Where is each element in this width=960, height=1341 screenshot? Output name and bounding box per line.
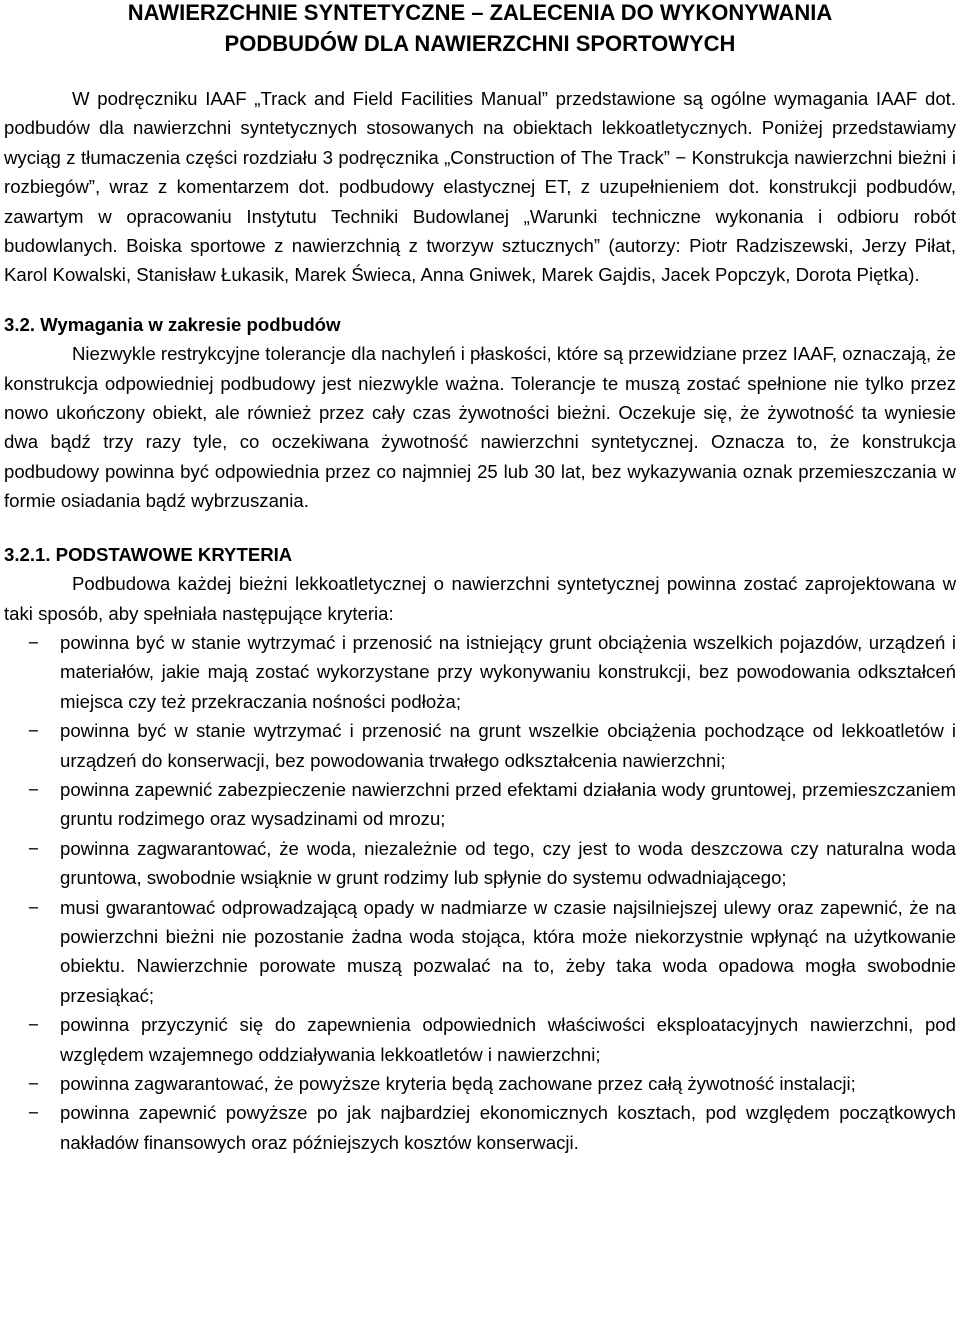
title-line-1: NAWIERZCHNIE SYNTETYCZNE – ZALECENIA DO WYKONYWANIA (127, 0, 833, 25)
list-item (4, 834, 956, 893)
list-item-text: powinna zapewnić powyższe po jak najbardziej ekonomicznych kosztach, pod względem początkowych nakładów finansowych oraz późniejszych kosztów konserwacji. (60, 1102, 956, 1153)
dash-bullet: − (28, 720, 39, 742)
intro-paragraph: W podręczniku IAAF „Track and Field Facilities Manual” przedstawione są ogólne wymagania IAAF dot. podbudów dla nawierzchni syntetycznych stosowanych na obiektach lekkoatletycznych. Poniżej przedstawiamy wyciąg z tłumaczenia części rozdziału 3 podręcznika „Construction of The Track” − Konstrukcja nawierzchni bieżni i rozbiegów”, wraz z komentarzem dot. podbudowy elastycznej ET, z uzupełnieniem dot. konstrukcji podbudów, zawartym w opracowaniu Instytutu Techniki Budowlanej „Warunki techniczne wykonania i odbioru robót budowlanych. Boiska sportowe z nawierzchnią z tworzyw sztucznych” (autorzy: Piotr Radziszewski, Jerzy Piłat, Karol Kowalski, Stanisław Łukasik, Marek Świeca, Anna Gniwek, Marek Gajdis, Jacek Popczyk, Dorota Piętka). (4, 88, 956, 286)
list-item-text: powinna być w stanie wytrzymać i przenosić na istniejący grunt obciążenia wszelkich pojazdów, urządzeń i materiałów, jakie mają zostać wykorzystane przy wykonywaniu konstrukcji, bez powodowania odkształceń miejsca czy też przekraczania nośności podłoża; (60, 631, 956, 712)
dash-bullet: − (28, 778, 39, 800)
list-item-text: musi gwarantować odprowadzającą opady w nadmiarze w czasie najsilniejszej ulewy oraz zapewnić, że na powierzchni bieżni nie pozostanie żadna woda stojąca, która może niekorzystnie wpłynąć na użytkowanie obiektu. Nawierzchnie porowate muszą pozwalać na to, żeby taka woda opadowa mogła swobodnie przesiąkać; (60, 896, 956, 1006)
title-line-2: PODBUDÓW DLA NAWIERZCHNI SPORTOWYCH (224, 31, 736, 56)
dash-bullet: − (28, 1102, 39, 1124)
list-item (4, 716, 956, 775)
list-item (4, 775, 956, 834)
document-page (4, 0, 956, 1157)
list-item (4, 1069, 956, 1098)
dash-bullet: − (28, 896, 39, 918)
list-item (4, 628, 956, 716)
list-item-text: powinna zapewnić zabezpieczenie nawierzchni przed efektami działania wody gruntowej, przemieszczaniem gruntu rodzimego oraz wysadzinami od mrozu; (60, 778, 956, 830)
section-3-2-1-paragraph: Podbudowa każdej bieżni lekkoatletycznej o nawierzchni syntetycznej powinna zostać zaprojektowana w taki sposób, aby spełniała następujące kryteria: (4, 573, 956, 624)
list-item-text: powinna być w stanie wytrzymać i przenosić na grunt wszelkie obciążenia pochodzące od lekkoatletów i urządzeń do konserwacji, bez powodowania trwałego odkształcenia nawierzchni; (60, 720, 956, 771)
list-item (4, 893, 956, 1011)
dash-bullet: − (28, 837, 39, 859)
dash-bullet: − (28, 1073, 39, 1094)
document-title (4, 0, 956, 59)
section-3-2-1-heading: 3.2.1. PODSTAWOWE KRYTERIA (4, 543, 293, 565)
list-item-text: powinna zagwarantować, że woda, niezależnie od tego, czy jest to woda deszczowa czy naturalna woda gruntowa, swobodnie wsiąknie w grunt rodzimy lub spłynie do systemu odwadniającego; (60, 837, 956, 889)
list-item (4, 1098, 956, 1157)
list-item (4, 1010, 956, 1069)
criteria-list (4, 628, 956, 1157)
dash-bullet: − (28, 631, 39, 653)
list-item-text: powinna zagwarantować, że powyższe kryteria będą zachowane przez całą żywotność instalacji; (60, 1073, 856, 1094)
list-item-text: powinna przyczynić się do zapewnienia odpowiednich właściwości eksploatacyjnych nawierzchni, pod względem wzajemnego oddziaływania lekkoatletów i nawierzchni; (60, 1014, 956, 1065)
dash-bullet: − (28, 1014, 39, 1036)
section-3-2-heading: 3.2. Wymagania w zakresie podbudów (4, 313, 341, 335)
section-3-2-paragraph: Niezwykle restrykcyjne tolerancje dla nachyleń i płaskości, które są przewidziane przez IAAF, oznaczają, że konstrukcja odpowiedniej podbudowy jest niezwykle ważna. Tolerancje te muszą zostać spełnione nie tylko przez nowo ukończony obiekt, ale również przez cały czas żywotności bieżni. Oczekuje się, że żywotność ta wyniesie dwa bądź trzy razy tyle, co oczekiwana żywotność nawierzchni syntetycznej. Oznacza to, że konstrukcja podbudowy powinna być odpowiednia przez co najmniej 25 lub 30 lat, bez wykazywania oznak przemieszczania w formie osiadania bądź wybrzuszania. (4, 343, 956, 512)
